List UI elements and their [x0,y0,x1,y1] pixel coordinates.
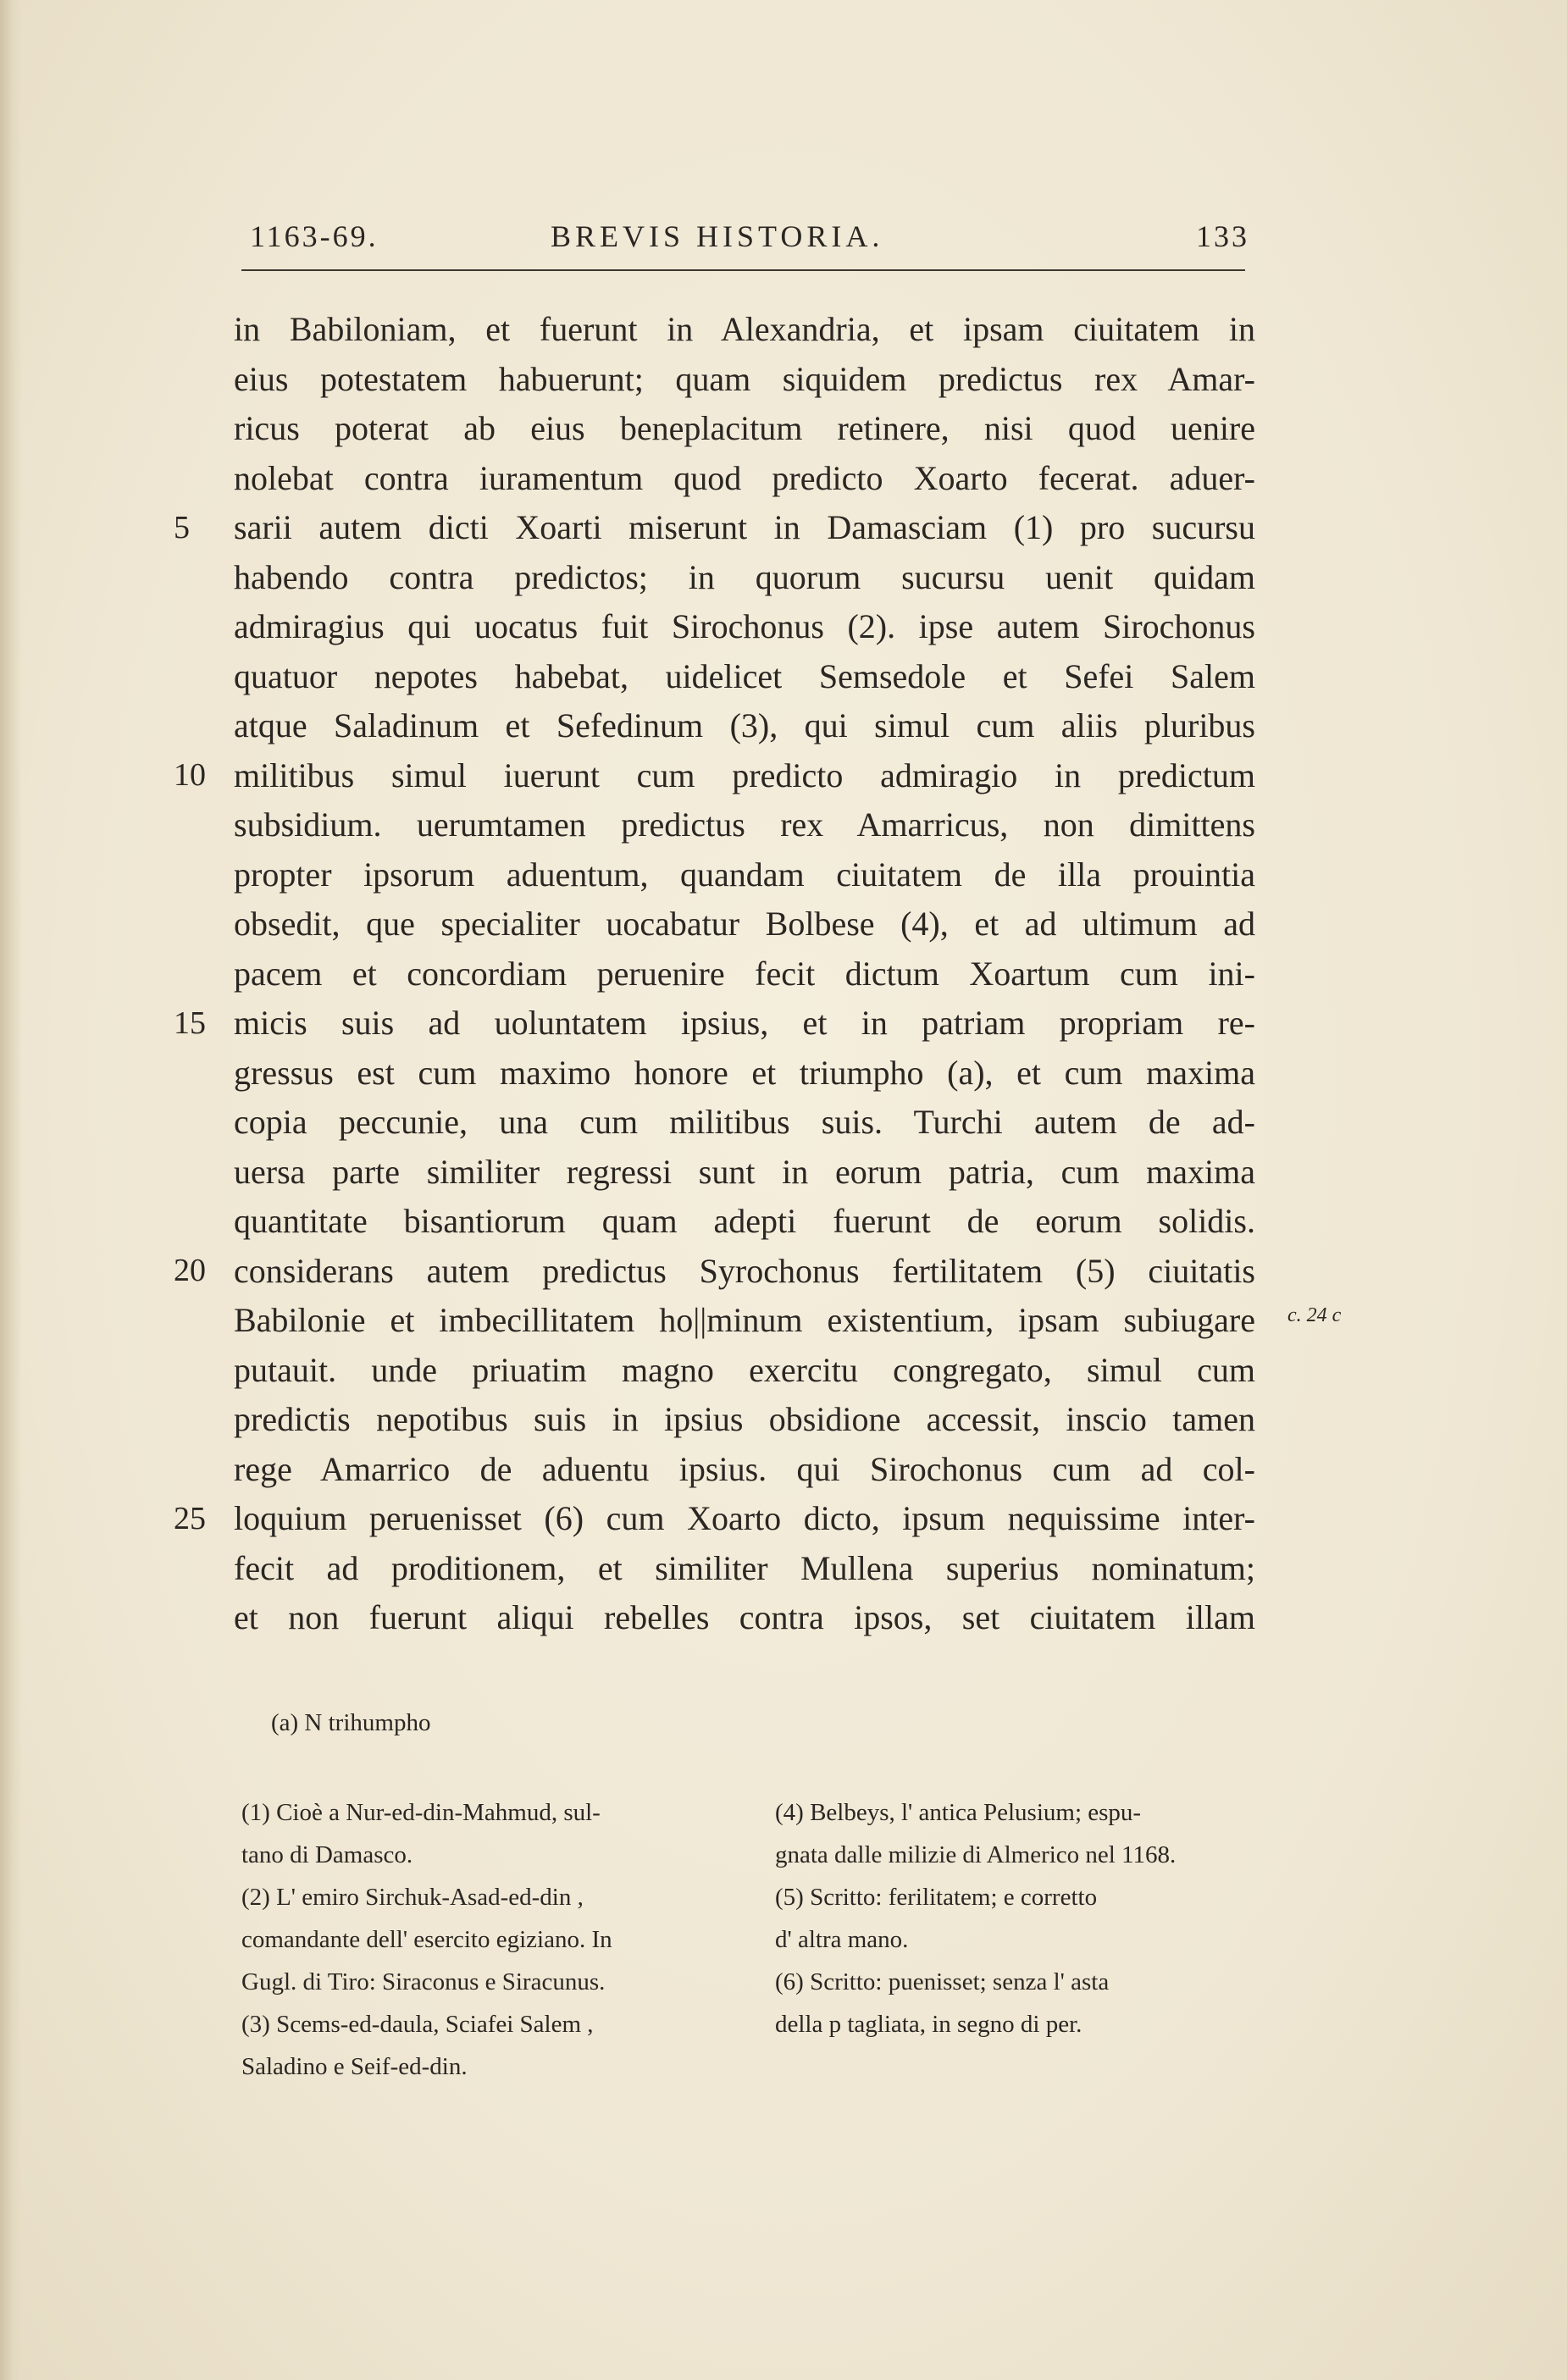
footnote-line: gnata dalle milizie di Almerico nel 1168. [775,1841,1177,1868]
footnote [775,1961,1266,2045]
footnote-line: Saladino e Seif-ed-din. [241,2053,468,2080]
text-line: predictis nepotibus suis in ipsius obsidione accessit, inscio tamen [234,1400,1255,1438]
text-line: habendo contra predictos; in quorum sucursu uenit quidam [234,557,1255,596]
text-line: militibus simul iuerunt cum predicto admiragio in predictum [234,756,1255,794]
footnotes-right-column [775,1791,1266,2045]
text-line: nolebat contra iuramentum quod predicto Xoarto fecerat. aduer- [234,458,1255,497]
text-line: et non fuerunt aliqui rebelles contra ipsos, set ciuitatem illam [234,1598,1255,1636]
footnote-line: (5) Scritto: ferilitatem; e corretto [775,1884,1098,1911]
text-line: loquium peruenisset (6) cum Xoarto dicto, ipsum nequissime inter- [234,1499,1255,1537]
header-title: BREVIS HISTORIA. [551,219,884,253]
line-number: 20 [174,1253,206,1288]
line-number: 15 [174,1005,206,1041]
footnote-line: tano di Damasco. [241,1841,413,1868]
line-number: 5 [174,510,190,545]
footnote-line: (3) Scems-ed-daula, Sciafei Salem , [241,2011,594,2038]
text-line: ricus poterat ab eius beneplacitum retinere, nisi quod uenire [234,409,1255,447]
running-header [250,219,1249,269]
footnote [775,1791,1266,1876]
page-number: 133 [1196,219,1249,253]
text-line: admiragius qui uocatus fuit Sirochonus (2). ipse autem Sirochonus [234,607,1255,645]
apparatus-note: (a) N trihumpho [271,1709,431,1736]
text-line: obsedit, que specialiter uocabatur Bolbese (4), et ad ultimum ad [234,905,1255,943]
text-line: gressus est cum maximo honore et triumpho (a), et cum maxima [234,1053,1255,1092]
text-line: in Babiloniam, et fuerunt in Alexandria, et ipsam ciuitatem in [234,310,1255,348]
text-line: sarii autem dicti Xoarti miserunt in Damasciam (1) pro sucursu [234,508,1255,546]
footnote-line: (6) Scritto: puenisset; senza l' asta [775,1968,1110,1995]
text-line: subsidium. uerumtamen predictus rex Amarricus, non dimittens [234,805,1255,844]
header-rule [241,269,1245,271]
footnotes-left-column [241,1791,733,2088]
text-line: copia peccunie, una cum militibus suis. Turchi autem de ad- [234,1103,1255,1141]
footnote-line: comandante dell' esercito egiziano. In [241,1926,612,1953]
footnote [241,1791,733,1876]
line-number: 10 [174,757,206,793]
text-line: uersa parte similiter regressi sunt in eorum patria, cum maxima [234,1152,1255,1191]
text-line: fecit ad proditionem, et similiter Mullena superius nominatum; [234,1548,1255,1587]
text-line: rege Amarrico de aduentu ipsius. qui Sirochonus cum ad col- [234,1449,1255,1488]
text-line: atque Saladinum et Sefedinum (3), qui simul cum aliis pluribus [234,706,1255,744]
text-line: putauit. unde priuatim magno exercitu congregato, simul cum [234,1350,1255,1389]
line-number: 25 [174,1501,206,1536]
footnote-line: (2) L' emiro Sirchuk-Asad-ed-din , [241,1884,584,1911]
margin-folio-reference: c. 24 c [1287,1304,1342,1326]
text-line: pacem et concordiam peruenire fecit dictum Xoartum cum ini- [234,954,1255,993]
footnote [241,2003,733,2088]
text-line: quantitate bisantiorum quam adepti fuerunt de eorum solidis. [234,1202,1255,1240]
page-binding-edge [0,0,22,2380]
footnote-line: della p tagliata, in segno di per. [775,2011,1083,2038]
footnote [241,1876,733,2003]
text-line: considerans autem predictus Syrochonus fertilitatem (5) ciuitatis [234,1251,1255,1290]
text-line: eius potestatem habuerunt; quam siquidem predictus rex Amar- [234,359,1255,398]
footnote-line: (4) Belbeys, l' antica Pelusium; espu- [775,1799,1142,1826]
footnote-line: d' altra mano. [775,1926,909,1953]
footnote-line: Gugl. di Tiro: Siraconus e Siracunus. [241,1968,606,1995]
footnote-line: (1) Cioè a Nur-ed-din-Mahmud, sul- [241,1799,601,1826]
text-line: quatuor nepotes habebat, uidelicet Semsedole et Sefei Salem [234,656,1255,695]
main-text [234,305,1255,1643]
text-line: propter ipsorum aduentum, quandam ciuitatem de illa prouintia [234,855,1255,894]
header-years: 1163-69. [250,219,379,253]
footnote [775,1876,1266,1961]
text-line: Babilonie et imbecillitatem ho||minum existentium, ipsam subiugare [234,1301,1255,1339]
text-line: micis suis ad uoluntatem ipsius, et in patriam propriam re- [234,1004,1255,1042]
